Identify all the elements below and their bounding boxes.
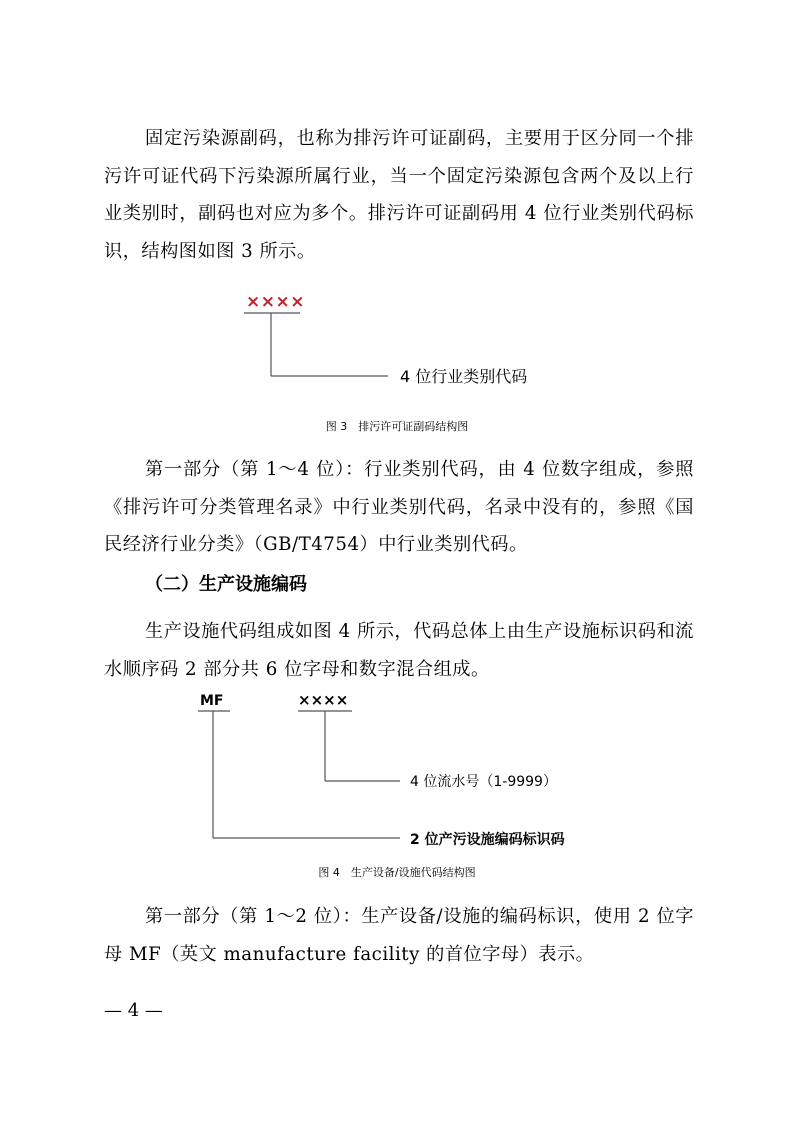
paragraph-secondary-code: 固定污染源副码，也称为排污许可证副码，主要用于区分同一个排污许可证代码下污染源所属行业，当一个固定污染源包含两个及以上行业类别时，副码也对应为多个。排污许可证副码用 4 位行业类别代码标识，结构图如图 3 所示。 [104, 128, 694, 262]
figure-3-label: 4 位行业类别代码 [400, 367, 528, 386]
figure-4-serial-label: 4 位流水号（1-9999） [410, 774, 557, 790]
paragraph-facility-prefix: 第一部分（第 1～2 位）：生产设备/设施的编码标识，使用 2 位字母 MF（英文 manufacture facility 的首位字母）表示。 [104, 906, 694, 965]
figure-3-code: ×××× [246, 292, 305, 312]
paragraph-facility-code: 生产设施代码组成如图 4 所示，代码总体上由生产设施标识码和流水顺序码 2 部分共 6 位字母和数字混合组成。 [104, 621, 694, 680]
figure-4-prefix: MF [200, 693, 224, 709]
page-number: — 4 — [104, 1000, 163, 1021]
paragraph-industry-code: 第一部分（第 1～4 位）：行业类别代码，由 4 位数字组成，参照《排污许可分类管理名录》中行业类别代码，名录中没有的，参照《国民经济行业分类》（GB/T4754）中行业类别代码。 [104, 459, 694, 555]
figure-3-caption: 图 3 排污许可证副码结构图 [325, 420, 469, 433]
section-heading: （二）生产设施编码 [145, 574, 307, 595]
figure-4-code: ×××× [298, 691, 349, 709]
figure-4-caption: 图 4 生产设备/设施代码结构图 [318, 866, 476, 879]
figure-4-id-label: 2 位产污设施编码标识码 [410, 832, 565, 848]
